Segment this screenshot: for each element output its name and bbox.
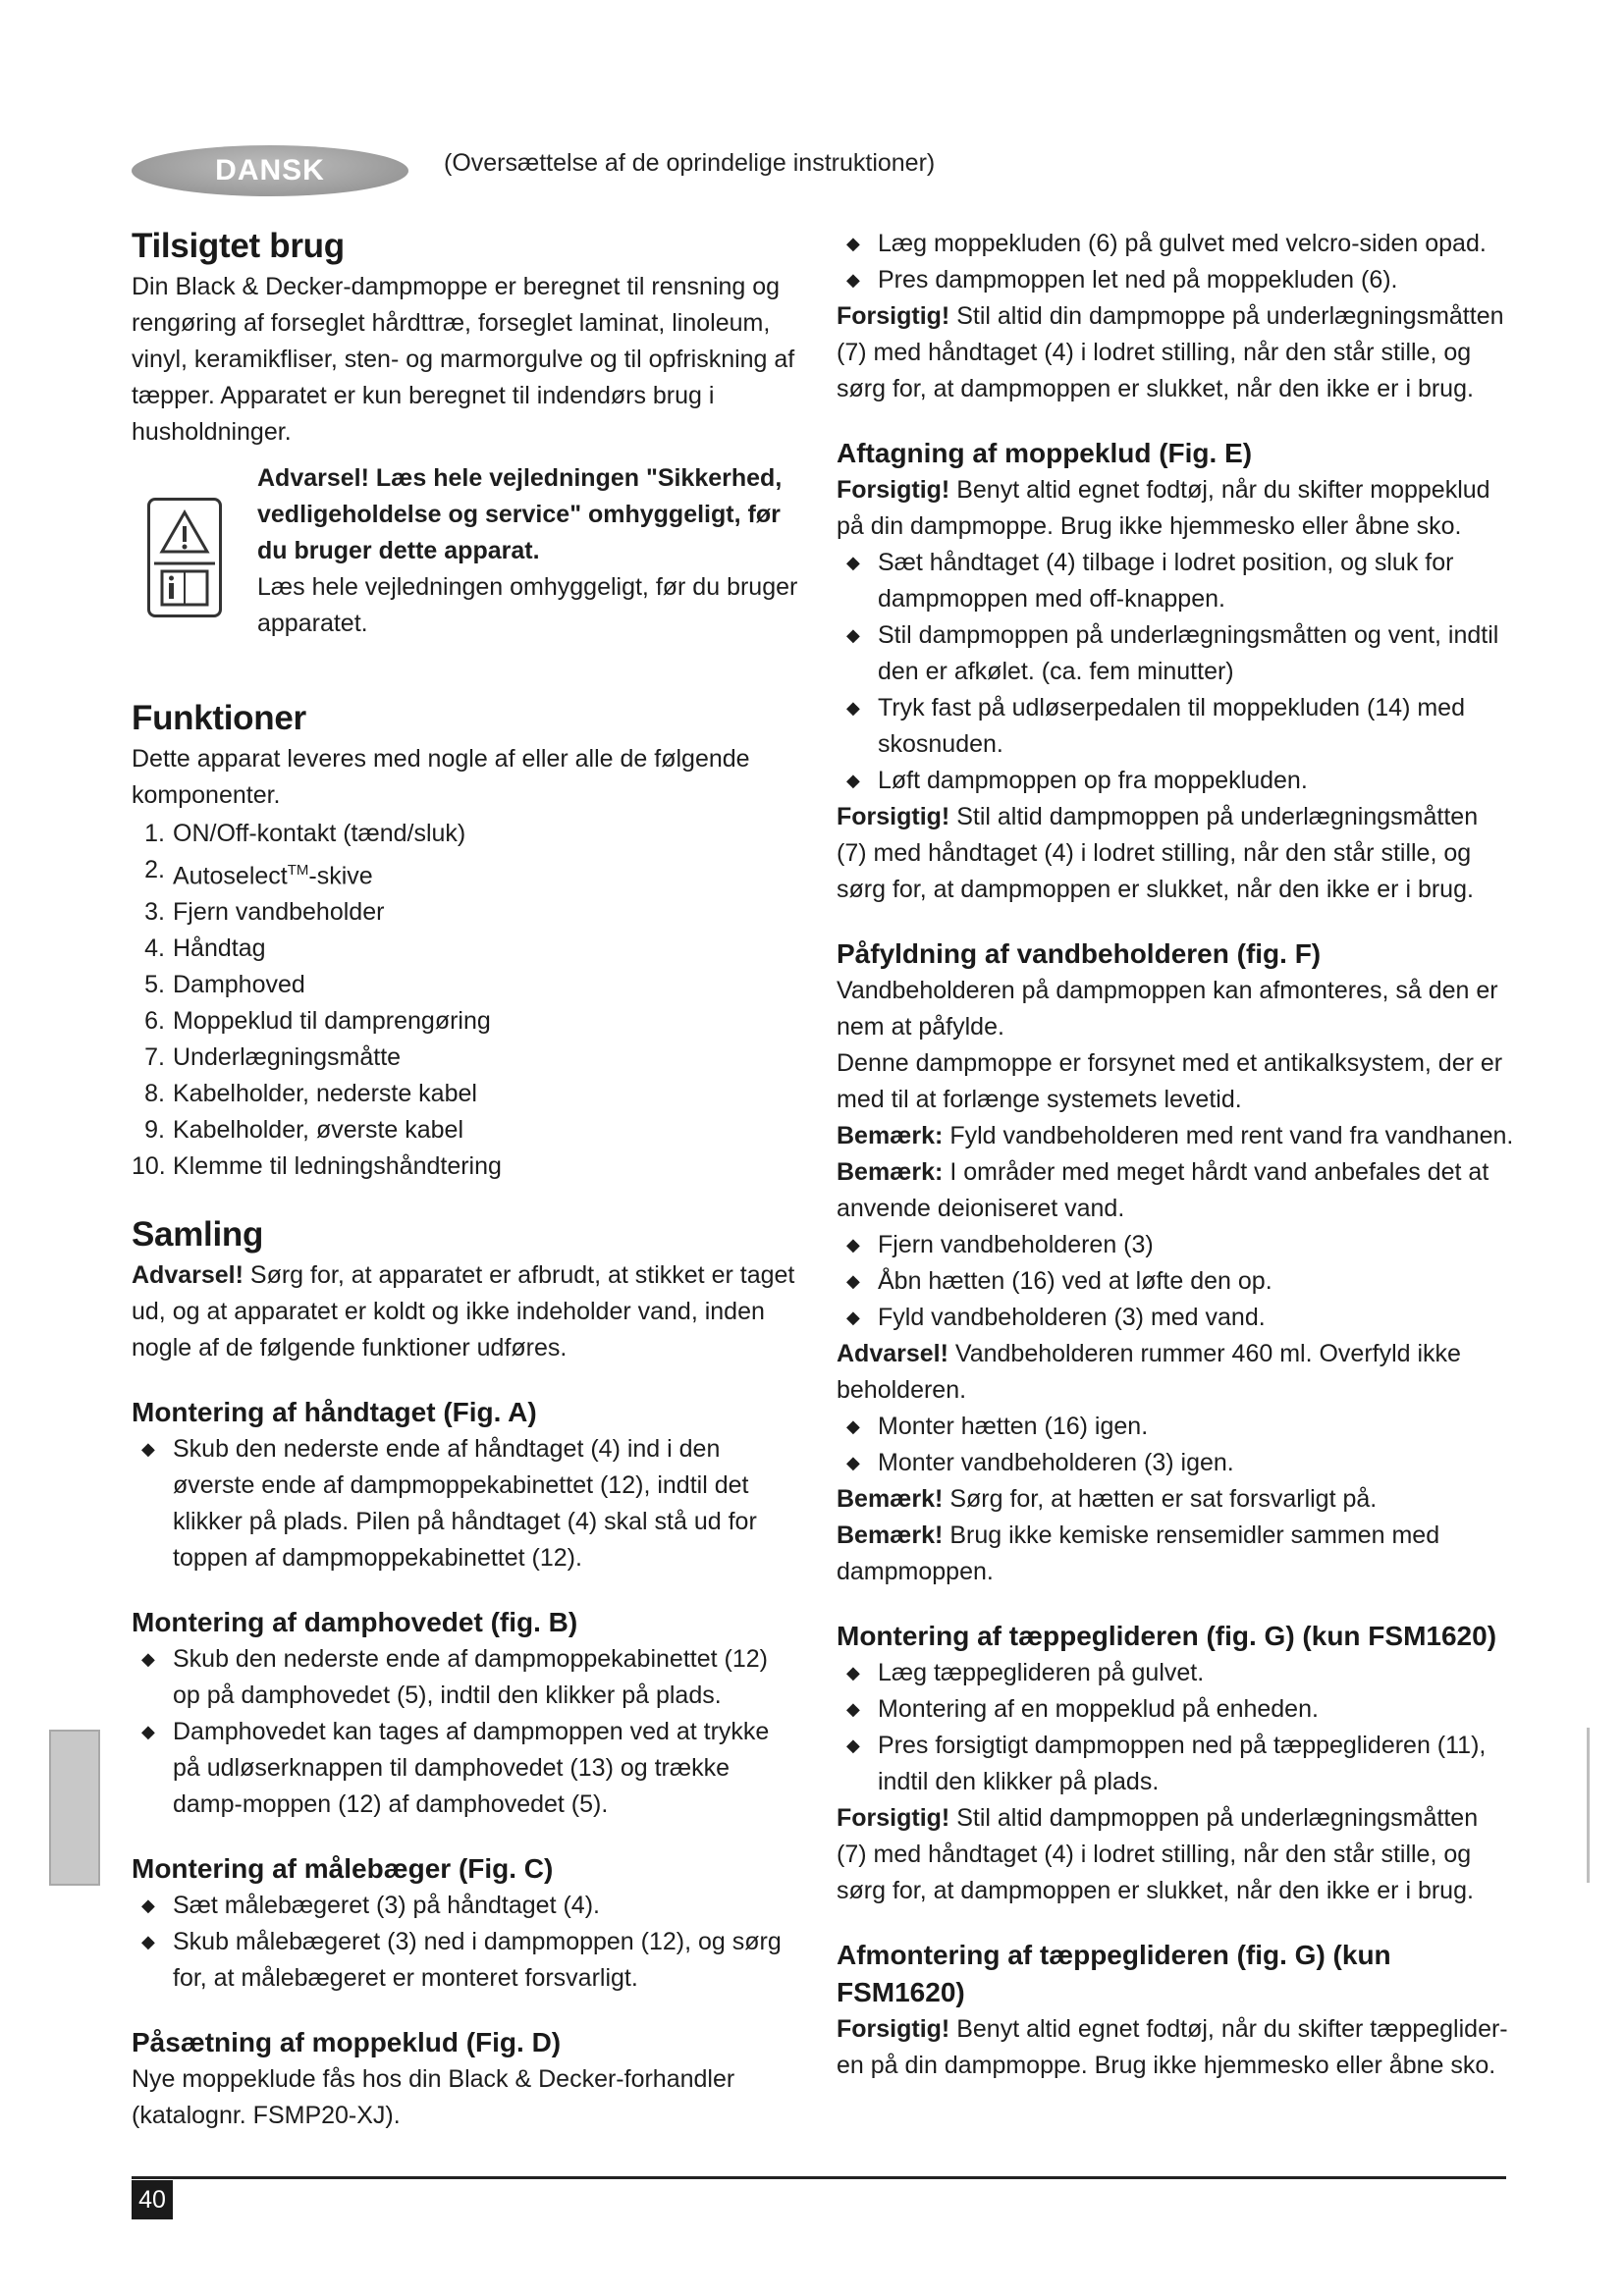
bullet-diamond-icon: ◆ [141, 1649, 155, 1670]
bullet-diamond-icon: ◆ [846, 234, 860, 253]
section-title-carpet-glider-remove: Afmontering af tæppeglideren (fig. G) (kun FSM1620) [837, 1940, 1391, 2007]
side-tab-marker [49, 1730, 100, 1886]
steam-head-steps [132, 1641, 799, 1823]
section-title-intended-use: Tilsigtet brug [132, 227, 345, 265]
section-title-fill-tank: Påfyldning af vandbeholderen (fig. F) [837, 938, 1322, 969]
list-item: 7. Underlægningsmåtte [144, 1043, 402, 1072]
left-column [132, 224, 799, 2134]
caution-text: Forsigtig! Benyt altid egnet fodtøj, når du skifter moppeklud på din dampmoppe. Brug ikke hjemmesko eller åbne sko. [837, 476, 1490, 540]
section-title-remove-pad: Aftagning af moppeklud (Fig. E) [837, 438, 1253, 468]
section-title-mop-pad: Påsætning af moppeklud (Fig. D) [132, 2027, 562, 2058]
list-item: ◆ Læg moppekluden (6) på gulvet med velcro-siden opad. [837, 226, 1514, 262]
caution-text: Forsigtig! Stil altid din dampmoppe på underlægningsmåtten (7) med håndtaget (4) i lodret stilling, når den står stille, og sørg for, at dampmoppen er slukket, når den ikke er i brug. [837, 302, 1504, 402]
list-item: ◆ Skub målebægeret (3) ned i dampmoppen (12), og sørg for, at målebægeret er monteret forsvarligt. [132, 1924, 799, 1997]
section-title-handle: Montering af håndtaget (Fig. A) [132, 1397, 537, 1428]
fill-tank-steps [837, 1227, 1514, 1336]
list-item: 2. Autoselect™-skive [144, 856, 373, 890]
note-text: Bemærk: I områder med meget hårdt vand anbefales det at anvende deioniseret vand. [837, 1158, 1489, 1222]
bullet-diamond-icon: ◆ [846, 270, 860, 290]
list-item: ◆ Damphovedet kan tages af dampmoppen ved at trykke på udløserknappen til damphovedet (13) og trække damp-moppen (12) af damphovedet (5). [132, 1714, 799, 1823]
warning-triangle-icon [150, 501, 219, 614]
carpet-glider-steps [837, 1655, 1514, 1800]
fill-tank-text: Denne dampmoppe er forsynet med et antikalksystem, der er med til at forlænge systemets levetid. [837, 1049, 1503, 1113]
list-item: ◆ Fyld vandbeholderen (3) med vand. [837, 1300, 1514, 1336]
footer-rule [132, 2176, 1506, 2179]
list-item: ◆ Fjern vandbeholderen (3) [837, 1227, 1514, 1263]
component-list [132, 816, 799, 1185]
mop-pad-steps [837, 226, 1514, 298]
language-badge: DANSK [132, 145, 408, 196]
list-item: ◆ Monter hætten (16) igen. [837, 1409, 1514, 1445]
caution-text: Forsigtig! Stil altid dampmoppen på underlægningsmåtten (7) med håndtaget (4) i lodret stilling, når den står stille, og sørg for, at dampmoppen er slukket, når den ikke er i brug. [837, 803, 1479, 903]
bullet-diamond-icon: ◆ [141, 1722, 155, 1742]
section-title-features: Funktioner [132, 699, 306, 737]
section-title-carpet-glider-fit: Montering af tæppeglideren (fig. G) (kun FSM1620) [837, 1621, 1497, 1651]
warning-normal-text: Læs hele vejledningen omhyggeligt, før du bruger apparatet. [257, 573, 798, 637]
list-item: 5. Damphoved [144, 971, 305, 999]
intended-use-text: Din Black & Decker-dampmoppe er beregnet til rensning og rengøring af forseglet hårdttræ, forseglet laminat, linoleum, vinyl, keramikfliser, sten- og marmorgulve og til opfriskning af tæpper. Apparatet er kun beregnet til indendørs brug i husholdninger. [132, 273, 795, 446]
list-item: ◆ Læg tæppeglideren på gulvet. [837, 1655, 1514, 1691]
caution-text: Forsigtig! Benyt altid egnet fodtøj, når du skifter tæppeglider-en på din dampmoppe. Brug ikke hjemmesko eller åbne sko. [837, 2015, 1508, 2079]
section-title-steam-head: Montering af damphovedet (fig. B) [132, 1607, 578, 1638]
bullet-diamond-icon: ◆ [846, 1271, 860, 1291]
assembly-warning: Advarsel! Sørg for, at apparatet er afbrudt, at stikket er taget ud, og at apparatet er koldt og ikke indeholder vand, inden nogle af de følgende funktioner udføres. [132, 1261, 795, 1362]
section-title-assembly: Samling [132, 1215, 264, 1255]
list-item: 10. Klemme til ledningshåndtering [132, 1152, 502, 1181]
bullet-diamond-icon: ◆ [846, 771, 860, 790]
bullet-diamond-icon: ◆ [141, 1896, 155, 1916]
crop-mark [1587, 1728, 1590, 1883]
list-item: ◆ Stil dampmoppen på underlægningsmåtten og vent, indtil den er afkølet. (ca. fem minutter) [837, 617, 1514, 690]
read-manual-icon [147, 498, 222, 617]
fill-tank-text: Vandbeholderen på dampmoppen kan afmonteres, så den er nem at påfylde. [837, 977, 1498, 1041]
bullet-diamond-icon: ◆ [846, 1308, 860, 1327]
list-item: ◆ Løft dampmoppen op fra moppekluden. [837, 763, 1514, 799]
bullet-diamond-icon: ◆ [846, 1416, 860, 1436]
list-item: ◆ Sæt håndtaget (4) tilbage i lodret position, og sluk for dampmoppen med off-knappen. [837, 545, 1514, 617]
list-item: 4. Håndtag [144, 934, 266, 963]
list-item: ◆ Sæt målebægeret (3) på håndtaget (4). [132, 1888, 799, 1924]
warning-text: Advarsel! Vandbeholderen rummer 460 ml. Overfyld ikke beholderen. [837, 1340, 1461, 1404]
list-item: ◆ Skub den nederste ende af dampmoppekabinettet (12) op på damphovedet (5), indtil den klikker på plads. [132, 1641, 799, 1714]
fill-tank-steps-2 [837, 1409, 1514, 1481]
list-item: 6. Moppeklud til damprengøring [144, 1007, 491, 1036]
note-text: Bemærk! Brug ikke kemiske rensemidler sammen med dampmoppen. [837, 1522, 1440, 1585]
right-column [837, 226, 1514, 2084]
handle-steps [132, 1431, 799, 1576]
list-item: ◆ Montering af en moppeklud på enheden. [837, 1691, 1514, 1728]
page-number: 40 [132, 2180, 173, 2219]
features-intro: Dette apparat leveres med nogle af eller alle de følgende komponenter. [132, 745, 750, 809]
list-item: ◆ Pres dampmoppen let ned på moppekluden (6). [837, 262, 1514, 298]
mop-pad-text: Nye moppeklude fås hos din Black & Decker-forhandler (katalognr. FSMP20-XJ). [132, 2065, 735, 2130]
list-item: ◆ Skub den nederste ende af håndtaget (4) ind i den øverste ende af dampmoppekabinettet (12), indtil det klikker på plads. Pilen på håndtaget (4) skal stå ud for toppen af dampmoppekabinettet (12). [132, 1431, 799, 1576]
list-item: 1. ON/Off-kontakt (tænd/sluk) [144, 820, 466, 847]
bullet-diamond-icon: ◆ [141, 1439, 155, 1460]
warning-bold-text: Advarsel! Læs hele vejledningen "Sikkerhed, vedligeholdelse og service" omhyggeligt, før du bruger dette apparat. [257, 464, 783, 564]
bullet-diamond-icon: ◆ [846, 1235, 860, 1255]
section-title-measuring-cup: Montering af målebæger (Fig. C) [132, 1853, 554, 1885]
bullet-diamond-icon: ◆ [846, 1663, 860, 1682]
manual-warning [132, 460, 799, 674]
bullet-diamond-icon: ◆ [846, 698, 860, 718]
bullet-diamond-icon: ◆ [846, 625, 860, 645]
note-text: Bemærk! Sørg for, at hætten er sat forsvarligt på. [837, 1485, 1378, 1513]
list-item: 9. Kabelholder, øverste kabel [144, 1116, 464, 1145]
translation-note: (Oversættelse af de oprindelige instruktioner) [444, 149, 936, 177]
caution-text: Forsigtig! Stil altid dampmoppen på underlægningsmåtten (7) med håndtaget (4) i lodret stilling, når den står stille, og sørg for, at dampmoppen er slukket, når den ikke er i brug. [837, 1804, 1479, 1904]
list-item: ◆ Pres forsigtigt dampmoppen ned på tæppeglideren (11), indtil den klikker på plads. [837, 1728, 1514, 1800]
bullet-diamond-icon: ◆ [846, 1453, 860, 1472]
measuring-cup-steps [132, 1888, 799, 1997]
list-item: ◆ Monter vandbeholderen (3) igen. [837, 1445, 1514, 1481]
list-item: 3. Fjern vandbeholder [144, 898, 385, 927]
bullet-diamond-icon: ◆ [846, 1735, 860, 1755]
list-item: ◆ Tryk fast på udløserpedalen til moppekluden (14) med skosnuden. [837, 690, 1514, 763]
bullet-diamond-icon: ◆ [846, 1699, 860, 1719]
list-item: ◆ Åbn hætten (16) ved at løfte den op. [837, 1263, 1514, 1300]
bullet-diamond-icon: ◆ [846, 553, 860, 572]
list-item: 8. Kabelholder, nederste kabel [144, 1080, 477, 1108]
remove-pad-steps [837, 545, 1514, 799]
note-text: Bemærk: Fyld vandbeholderen med rent vand fra vandhanen. [837, 1122, 1514, 1149]
bullet-diamond-icon: ◆ [141, 1932, 155, 1952]
